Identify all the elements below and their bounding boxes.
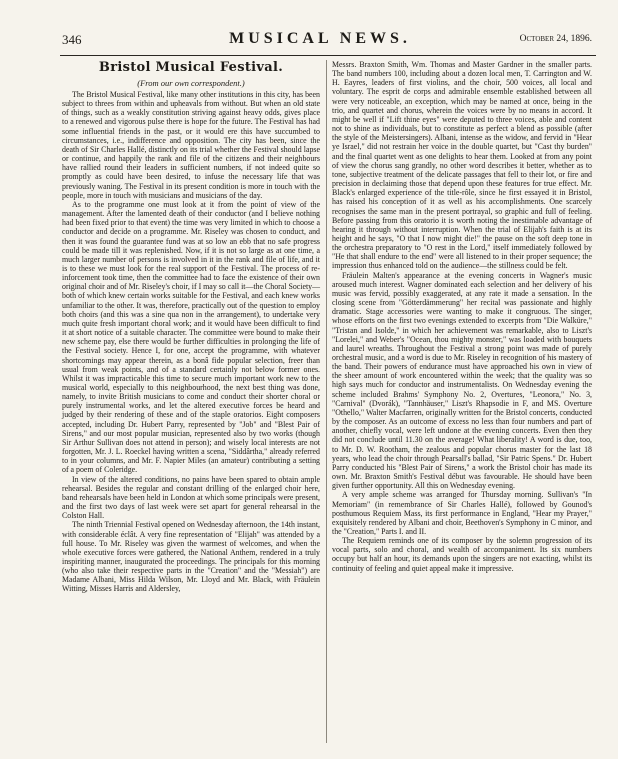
journal-title: MUSICAL NEWS. <box>229 30 411 47</box>
paragraph: As to the programme one must look at it from the point of view of the management. After the lamented death of their conductor (and I believe nothing had been fixed prior to that event) the time was very limited in which to choose a conductor and decide on a programme. Mr. Riseley was chosen to conduct, and then it was found the guarantee fund was at so low an ebb that no safe progress could be made till it was replenished. Now, if it is not so large as at one time, a much larger number of persons is involved in it in the rank and file of life, and it is to these we must look for the real support of the Festival. The process of re-inforcement took time, then the committee had to face the existence of their own original choir and of Mr. Riseley's choir, if I may so call it—the Choral Society—both of which knew certain works suitable for the Festival, and each knew works unfamiliar to the other. It was, therefore, practically out of the question to employ both choirs (and this was a sine qua non in the arrangement), to undertake very much quite fresh important choral work; and it would have been difficult to find it at short notice of a suitable character. The committee were bound to make their new scheme pay, else there would be further difficulties in prolonging the life of the Festival society. Hence I, for one, accept the programme, with whatever shortcomings may appear therein, as a bonâ fide popular selection, freer than usual from weak points, and of a standard certainly not below former ones. Whilst it was impracticable this time to secure much important work new to the musical world, especially to this neighbourhood, the next best thing was done, namely, to invite British musicians to come and conduct their shorter choral or purely instrumental works, and let the altered executive forces be heard and judged by their rendering of these and of the staple oratorios. Eight composers accepted, including Dr. Hubert Parry, represented by "Job" and "Blest Pair of Sirens," and our most popular musician, represented also by two works (though Sir Arthur Sullivan does not attend in person); and wisely local interests are not forgotten, Mr. J. L. Roeckel having written a scena, "Siddârtha," already referred to in your columns, and Mr. F. Napier Miles (an amateur) contributing a setting of a poem of Coleridge. <box>62 199 320 475</box>
paragraph: The Bristol Musical Festival, like many other institutions in this city, has been subject to threes from within and upheavals from without. But when an old state of things, such as a weakly constitution striving against heavy odds, gives place to a renewed and vigorous pulse there is hope for the future. The Festival has had some influential friends in the past, or it would ere this have succumbed to circumstances, i.e., indifference and opposition. The city has been, since the death of Sir Charles Hallé, distinctly on its trial whether the Festival should lapse or continue, and happily the rank and file of the citizens and their neighbours have rallied round their leaders in sufficient numbers, if not indeed quite so promptly as could have been desired, to infuse the necessary life that was previously waning. The Festival in its present condition is more in touch with the people, more in touch with musicians and musicians of the day. <box>62 90 320 200</box>
paragraph: In view of the altered conditions, no pains have been spared to obtain ample rehearsal. Besides the regular and constant drilling of the enlarged choir here, band rehearsals have been held in London at which some principals were present, and the first two days of last week were set apart for general rehearsal in the Colston Hall. <box>62 474 320 521</box>
right-column <box>332 60 592 573</box>
paragraph: The Requiem reminds one of its composer by the solemn progression of its vocal parts, solo and choral, and wealth of accompaniment. Its six numbers occupy but half an hour, its demands upon the singers are not exacting, whilst its continuity of feeling and quiet appeal make it impressive. <box>332 536 592 573</box>
paragraph: Fräulein Malten's appearance at the evening concerts in Wagner's music aroused much interest. Wagner dominated each selection and her delivery of his music was fervid, possibly exaggerated, at any rate it made a sensation. In the closing scene from "Götterdämmerung" her recital was passionate and highly dramatic. Stage accessories were wanting to make it congruous. The singer, whose efforts on the first two evenings extended to excerpts from "Die Walküre," "Tristan and Isolde," in which her achievement was remarkable, also to Liszt's "Lorelei," and Weber's "Ocean, thou mighty monster," was loaded with bouquets and laurel wreaths. Throughout the Festival a strong point was made of purely orchestral music, and a word is due to Mr. Riseley in recognition of his mastery of the band. Their powers of endurance must have approached his own in view of the sheer amount of work encountered within the week; that the quality was so high says much for conductor and instrumentalists. On Wednesday evening the scheme included Brahms' Symphony No. 2, Overtures, "Leonora," No. 3, "Carnival" (Dvorák), "Tannhäuser," Liszt's Rhapsodie in F, and MS. Overture "Othello," Walter Macfarren, originally written for the Bristol concerts, conducted by the composer. As an outcome of excess no less than four numbers and part of another, chiefly vocal, were left undone at the evening concerts. Even then they did not conclude until 11.30 on the average! What liberality! A word is due, too, to Mr. D. W. Rootham, the zealous and popular chorus master for the last 18 years, who lead the choir through Pearsall's ballad, "Sir Patric Spens." Dr. Hubert Parry conducted his "Blest Pair of Sirens," a work the Bristol choir has made its own. Mr. Braxton Smith's Festival début was favourable. He should have been given further opportunity. All this on Wednesday evening. <box>332 270 592 491</box>
paragraph: Messrs. Braxton Smith, Wm. Thomas and Master Gardner in the smaller parts. The band numbers 100, including about a dozen local men, T. Carrington and W. H. Eayres, leaders of first violins, and the choir, 500 voices, all local and voluntary. The esprit de corps and admirable ensemble established between all were very noticeable, an exception, which may be named at once, being in the trio, and quartet and chorus, wherein the voices were by no means in accord. It might be well if "Lift thine eyes" were deputed to three voices, able and content not to shine as individuals, but to constitute as perfect a blend as possible (after the style of the Meistersingers). Albani, intense as the widow, and fervid in "Hear ye Israel," did not restrain her voice in the double quartet, but "Cast thy burden" and the final quartet went as one delights to hear them. Looked at from any point of view the chorus sang grandly, no other word describes it better, whether as to tone, subjective treatment of the delicate passages that fell to their lot, or fire and precision in declaiming those that depend upon these features for true effect. Mr. Black's enlarged experience of the title-rôle, since he first essayed it in Bristol, has raised his conception of it as well as his accomplishments. One scarcely recognises the same man in the present portrayal, so graphic and full of feeling. Before passing from this oratorio it is worth noting the inestimable advantage of hearing it through without interruption. When the trial of Elijah's faith is at its height and he says, "O that I now might die!" the pause on the soft deep tone in the orchestra preparatory to "O rest in the Lord," itself immediately followed by "He that shall endure to the end" were all listened to in their proper sequence; the impression thus enhanced told on the audience—the stillness could be felt. <box>332 60 592 271</box>
issue-date: October 24, 1896. <box>519 34 592 44</box>
column-divider <box>326 60 327 743</box>
paragraph: The ninth Triennial Festival opened on Wednesday afternoon, the 14th instant, with considerable éclât. A very fine representation of "Elijah" was attended by a full house. To Mr. Riseley was given the warmest of welcomes, and when the whole executive forces were gathered, the National Anthem, rendered in a truly inspiriting manner, inaugurated the proceedings. The principals for this morning (who also take their respective parts in the "Creation" and the "Messiah") are Madame Albani, Miss Hilda Wilson, Mr. Lloyd and Mr. Black, with Fräulein Witting, Misses Harris and Aldersley, <box>62 520 320 594</box>
article-title: Bristol Musical Festival. <box>98 60 284 75</box>
page-header <box>40 30 600 52</box>
left-column <box>62 60 320 594</box>
paragraph: A very ample scheme was arranged for Thursday morning. Sullivan's "In Memoriam" (in remembrance of Sir Charles Hallé), followed by Gounod's posthumous Requiem Mass, its first performance in England, "Hear my Prayer," exquisitely rendered by Albani and choir, Beethoven's Symphony in C minor, and the "Creation," Parts I. and II. <box>332 490 592 536</box>
page-number: 346 <box>62 32 82 47</box>
header-rule <box>60 55 596 56</box>
article-byline: (From our own correspondent.) <box>137 78 245 88</box>
